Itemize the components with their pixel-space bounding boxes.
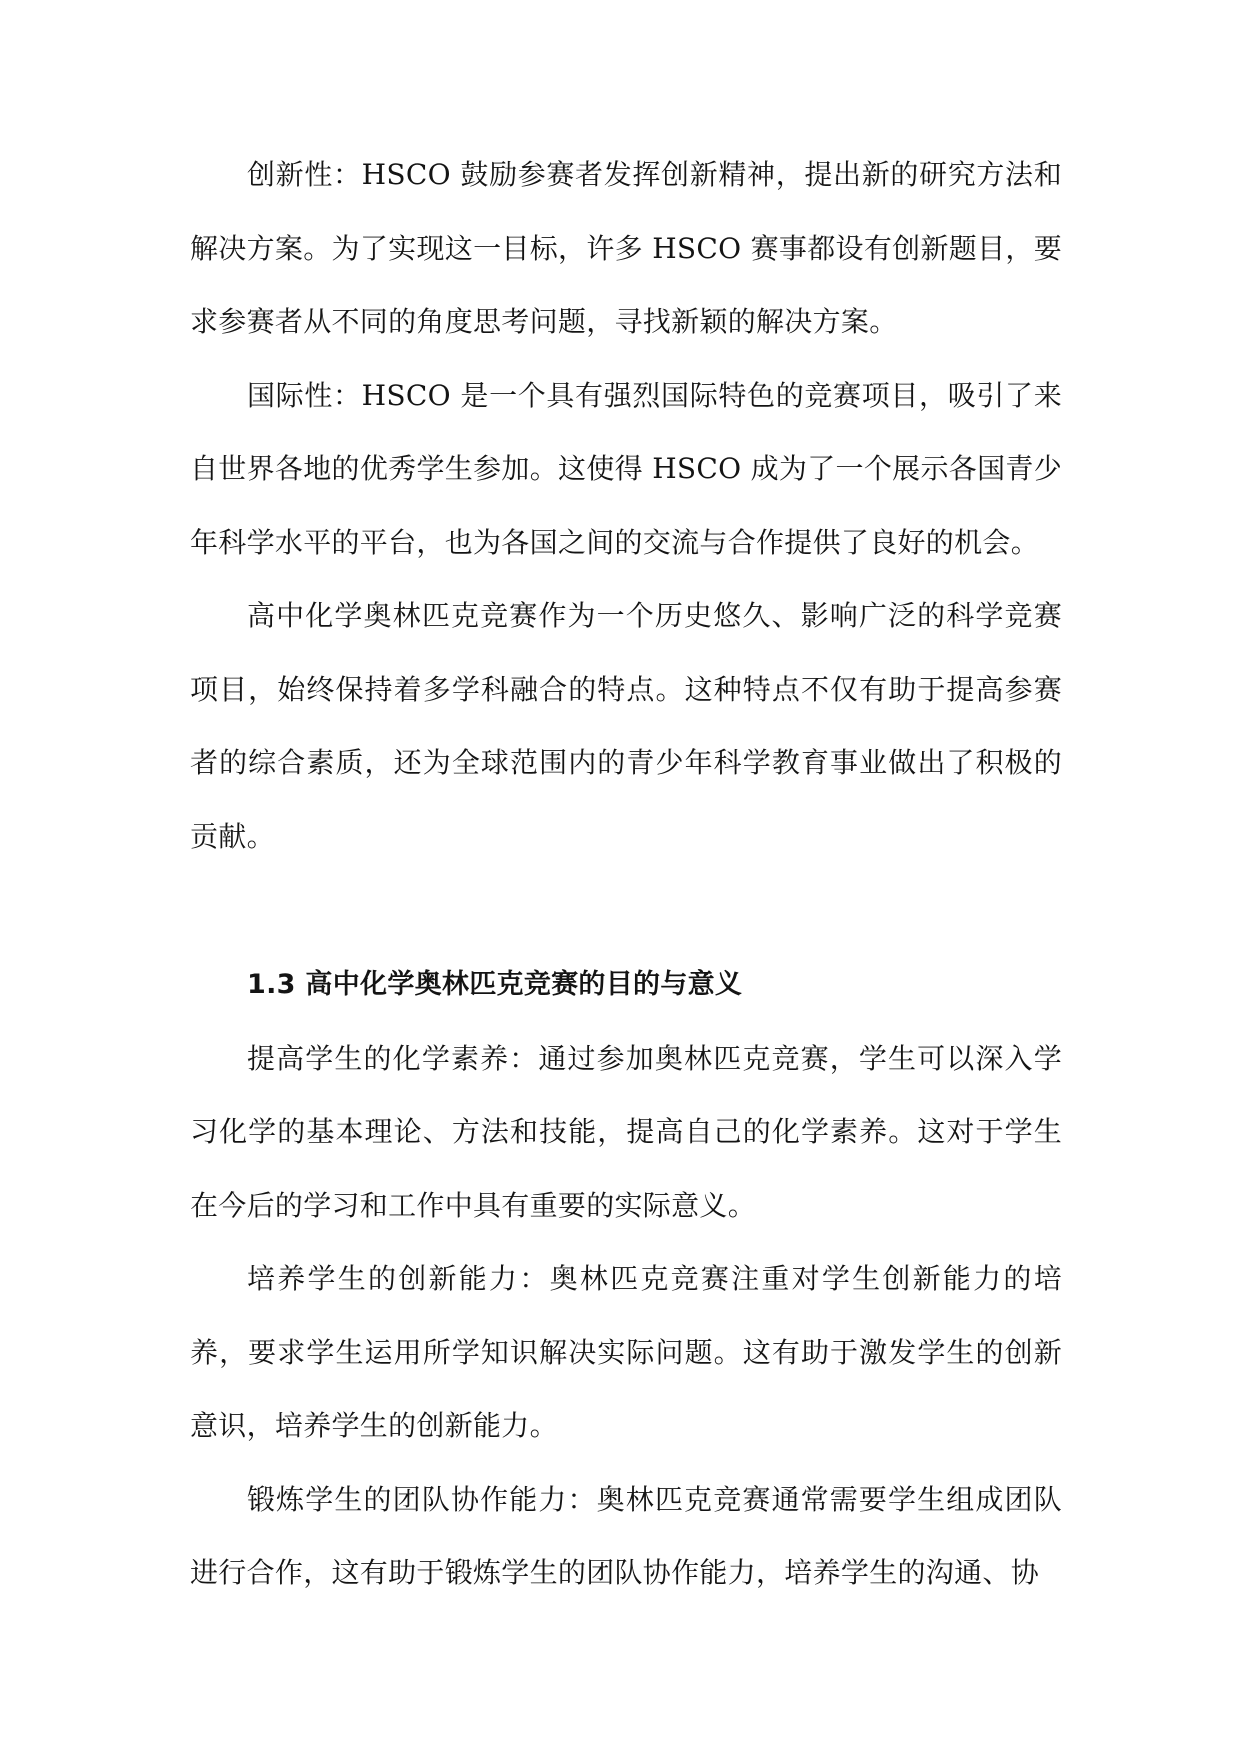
paragraph-chemistry-literacy: 提高学生的化学素养：通过参加奥林匹克竞赛，学生可以深入学习化学的基本理论、方法和技能，提高自己的化学素养。这对于学生在今后的学习和工作中具有重要的实际意义。: [190, 1041, 1062, 1222]
paragraph-internationality: 国际性：HSCO 是一个具有强烈国际特色的竞赛项目，吸引了来自世界各地的优秀学生参加。这使得 HSCO 成为了一个展示各国青少年科学水平的平台，也为各国之间的交流与合作提供了良好的机会。: [190, 378, 1062, 559]
document-body: [190, 138, 1062, 1610]
paragraph-innovation: 创新性：HSCO 鼓励参赛者发挥创新精神，提出新的研究方法和解决方案。为了实现这一目标，许多 HSCO 赛事都设有创新题目，要求参赛者从不同的角度思考问题，寻找新颖的解决方案。: [190, 158, 1062, 338]
section-heading: 1.3 高中化学奥林匹克竞赛的目的与意义: [247, 969, 743, 1000]
paragraph-summary: 高中化学奥林匹克竞赛作为一个历史悠久、影响广泛的科学竞赛项目，始终保持着多学科融合的特点。这种特点不仅有助于提高参赛者的综合素质，还为全球范围内的青少年科学教育事业做出了积极的贡献。: [190, 599, 1062, 853]
paragraph-teamwork: 锻炼学生的团队协作能力：奥林匹克竞赛通常需要学生组成团队进行合作，这有助于锻炼学生的团队协作能力，培养学生的沟通、协: [190, 1482, 1062, 1589]
paragraph-innovation-ability: 培养学生的创新能力：奥林匹克竞赛注重对学生创新能力的培养，要求学生运用所学知识解决实际问题。这有助于激发学生的创新意识，培养学生的创新能力。: [190, 1262, 1062, 1442]
